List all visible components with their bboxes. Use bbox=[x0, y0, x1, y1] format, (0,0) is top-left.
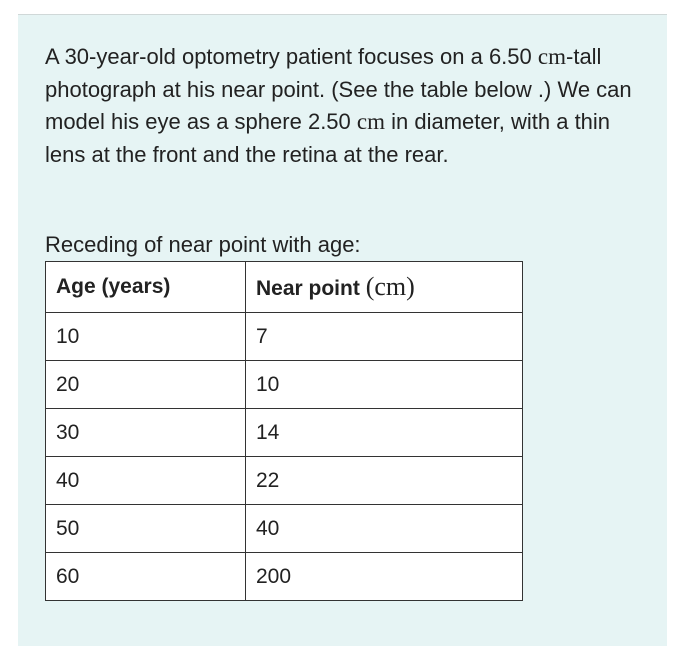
near-point-cell: 40 bbox=[246, 505, 523, 553]
near-point-header-unit: (cm) bbox=[365, 272, 415, 301]
table-header-row bbox=[46, 262, 523, 313]
near-point-cell: 22 bbox=[246, 457, 523, 505]
photo-height-value: 6.50 bbox=[488, 44, 532, 69]
age-cell: 10 bbox=[46, 313, 246, 361]
age-cell: 50 bbox=[46, 505, 246, 553]
near-point-cell: 7 bbox=[246, 313, 523, 361]
age-cell: 20 bbox=[46, 361, 246, 409]
eye-diameter-unit: cm bbox=[356, 109, 386, 134]
near-point-cell: 14 bbox=[246, 409, 523, 457]
near-point-table bbox=[45, 261, 523, 601]
table-row bbox=[46, 313, 523, 361]
eye-diameter-value: 2.50 bbox=[307, 109, 351, 134]
age-cell: 60 bbox=[46, 553, 246, 601]
problem-text-3: in diameter, with a thin lens at the front and the retina at the rear. bbox=[45, 109, 611, 167]
table-row bbox=[46, 409, 523, 457]
question-panel bbox=[18, 14, 667, 646]
table-row bbox=[46, 457, 523, 505]
problem-statement bbox=[45, 41, 645, 171]
table-row bbox=[46, 361, 523, 409]
near-point-header-label: Near point bbox=[256, 277, 360, 300]
photo-height-unit: cm bbox=[537, 44, 566, 69]
table-row bbox=[46, 505, 523, 553]
age-cell: 30 bbox=[46, 409, 246, 457]
table-caption: Receding of near point with age: bbox=[45, 232, 361, 257]
age-column-header bbox=[46, 262, 246, 313]
age-header-label: Age (years) bbox=[56, 275, 171, 298]
near-point-cell: 200 bbox=[246, 553, 523, 601]
problem-text-1: A 30-year-old optometry patient focuses on a bbox=[45, 44, 483, 69]
table-row bbox=[46, 553, 523, 601]
near-point-cell: 10 bbox=[246, 361, 523, 409]
near-point-column-header bbox=[246, 262, 523, 313]
problem-text-2: -tall photograph at his near point. (See the table below .) We can model his eye as a sphere bbox=[45, 44, 632, 134]
age-cell: 40 bbox=[46, 457, 246, 505]
